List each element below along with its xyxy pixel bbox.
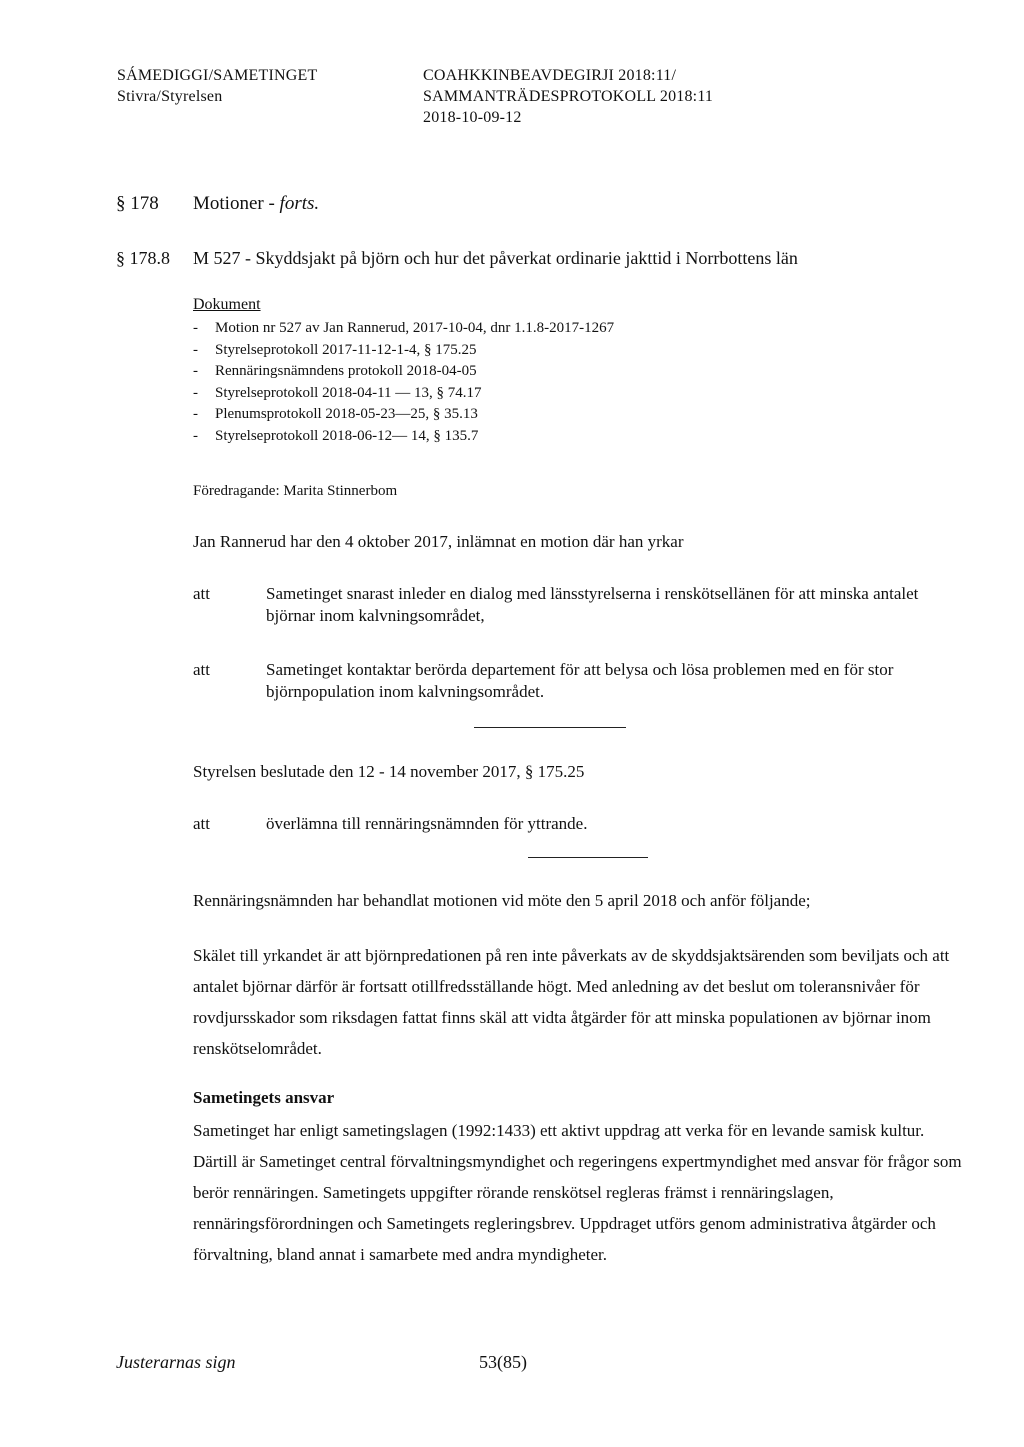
document-item: - Rennäringsnämndens protokoll 2018-04-05: [193, 363, 477, 379]
separator-line: [474, 727, 626, 728]
protocol-title-sami: COAHKKINBEAVDEGIRJI 2018:11/: [423, 67, 677, 84]
document-item: - Styrelseprotokoll 2018-06-12— 14, § 135.7: [193, 427, 479, 444]
subsection-title: M 527 - Skyddsjakt på björn och hur det påverkat ordinarie jakttid i Norrbottens län: [193, 248, 798, 268]
documents-list: [193, 318, 614, 447]
document-item: - Styrelseprotokoll 2018-04-11 — 13, § 74.17: [193, 384, 482, 401]
demand-text: Sametinget snarast inleder en dialog med länsstyrelserna i renskötsellänen för att minska antalet björnar inom kalvningsområdet,: [266, 584, 919, 625]
body-paragraph-3: Sametinget har enligt sametingslagen (1992:1433) ett aktivt uppdrag att verka för en levande samisk kultur. Därtill är Sametinget central förvaltningsmyndighet och regeringens expertmyndighet med ansvar för frågor som berör rennäringen. Sametingets uppgifter rörande renskötsel regleras främst i rennäringslagen, rennäringsförordningen och Sametingets regleringsbrev. Uppdraget utförs genom administrativa åtgärder och förvaltning, bland annat i samarbete med andra myndigheter.: [193, 1121, 962, 1264]
org-name: SÁMEDIGGI/SAMETINGET: [117, 67, 318, 84]
documents-heading: Dokument: [193, 296, 261, 313]
document-item: - Plenumsprotokoll 2018-05-23—25, § 35.13: [193, 406, 478, 422]
section-number: § 178: [116, 193, 159, 214]
subsection-number: § 178.8: [116, 248, 170, 268]
motion-intro: Jan Rannerud har den 4 oktober 2017, inlämnat en motion där han yrkar: [193, 532, 684, 551]
demand-text: Sametinget kontaktar berörda departement för att belysa och lösa problemen med en för stor björnpopulation inom kalvningsområdet.: [266, 660, 894, 701]
motion-demand-1: [193, 583, 963, 627]
org-unit: Stivra/Styrelsen: [117, 88, 223, 105]
board-decision-att: [193, 813, 963, 835]
page-number: 53(85): [479, 1352, 527, 1372]
section-title-text: Motioner -: [193, 193, 280, 214]
motion-demand-2: [193, 659, 963, 703]
body-paragraph-2: Skälet till yrkandet är att björnpredationen på ren inte påverkats av de skyddsjaktsärenden som beviljats och att antalet björnar därför är fortsatt otillfredsställande högt. Med anledning av det beslut om toleransnivåer för rovdjursskador som riksdagen fattat finns skäl att vidta åtgärder för att minska populationen av björnar inom renskötselområdet.: [193, 946, 950, 1058]
board-decision: Styrelsen beslutade den 12 - 14 november 2017, § 175.25: [193, 762, 585, 781]
section-title: [193, 191, 319, 218]
decision-action: överlämna till rennäringsnämnden för yttrande.: [266, 814, 588, 833]
protocol-date: 2018-10-09-12: [423, 109, 522, 126]
protocol-title-swedish: SAMMANTRÄDESPROTOKOLL 2018:11: [423, 88, 714, 105]
section-title-suffix: forts.: [279, 193, 320, 214]
signature-label: Justerarnas sign: [116, 1352, 236, 1372]
document-item: - Styrelseprotokoll 2017-11-12-1-4, § 175.25: [193, 341, 477, 358]
presenter: Föredragande: Marita Stinnerbom: [193, 483, 398, 499]
att-label: att: [193, 584, 210, 603]
att-label: att: [193, 660, 210, 679]
section-heading-responsibility: Sametingets ansvar: [193, 1088, 335, 1107]
body-paragraph-1: Rennäringsnämnden har behandlat motionen vid möte den 5 april 2018 och anför följande;: [193, 891, 811, 910]
document-item: - Motion nr 527 av Jan Rannerud, 2017-10-04, dnr 1.1.8-2017-1267: [193, 320, 615, 336]
att-label: att: [193, 814, 210, 833]
separator-line: [528, 857, 648, 858]
